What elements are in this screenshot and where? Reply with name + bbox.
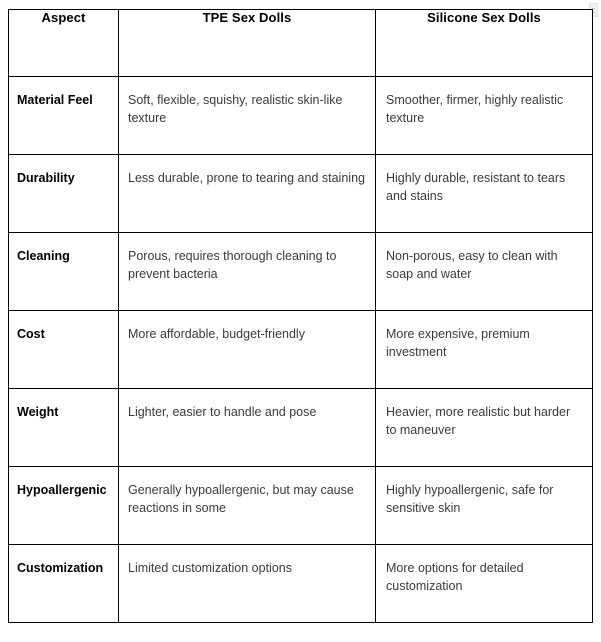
column-header-silicone: Silicone Sex Dolls (376, 10, 593, 77)
cell-aspect: Material Feel (9, 77, 119, 155)
cell-aspect: Weight (9, 389, 119, 467)
table-header-row (9, 10, 593, 77)
cell-aspect: Cleaning (9, 233, 119, 311)
cell-aspect: Hypoallergenic (9, 467, 119, 545)
cell-silicone: Highly hypoallergenic, safe for sensitive skin (376, 467, 593, 545)
cell-tpe: Limited customization options (119, 545, 376, 623)
cell-tpe: Generally hypoallergenic, but may cause reactions in some (119, 467, 376, 545)
table-row (9, 389, 593, 467)
cell-silicone: More options for detailed customization (376, 545, 593, 623)
cell-tpe: Less durable, prone to tearing and staining (119, 155, 376, 233)
cell-aspect: Durability (9, 155, 119, 233)
cell-tpe: More affordable, budget-friendly (119, 311, 376, 389)
cell-silicone: More expensive, premium investment (376, 311, 593, 389)
column-header-tpe: TPE Sex Dolls (119, 10, 376, 77)
cell-tpe: Porous, requires thorough cleaning to prevent bacteria (119, 233, 376, 311)
table-row (9, 233, 593, 311)
table-row (9, 545, 593, 623)
table-row (9, 155, 593, 233)
cell-aspect: Cost (9, 311, 119, 389)
cell-silicone: Highly durable, resistant to tears and stains (376, 155, 593, 233)
cell-silicone: Smoother, firmer, highly realistic texture (376, 77, 593, 155)
cell-tpe: Lighter, easier to handle and pose (119, 389, 376, 467)
table-row (9, 467, 593, 545)
table-row (9, 311, 593, 389)
cell-aspect: Customization (9, 545, 119, 623)
table-header (9, 10, 593, 77)
comparison-table (8, 9, 593, 623)
table-row (9, 77, 593, 155)
column-header-aspect: Aspect (9, 10, 119, 77)
cell-tpe: Soft, flexible, squishy, realistic skin-like texture (119, 77, 376, 155)
cell-silicone: Non-porous, easy to clean with soap and water (376, 233, 593, 311)
cell-silicone: Heavier, more realistic but harder to maneuver (376, 389, 593, 467)
table-body (9, 77, 593, 623)
